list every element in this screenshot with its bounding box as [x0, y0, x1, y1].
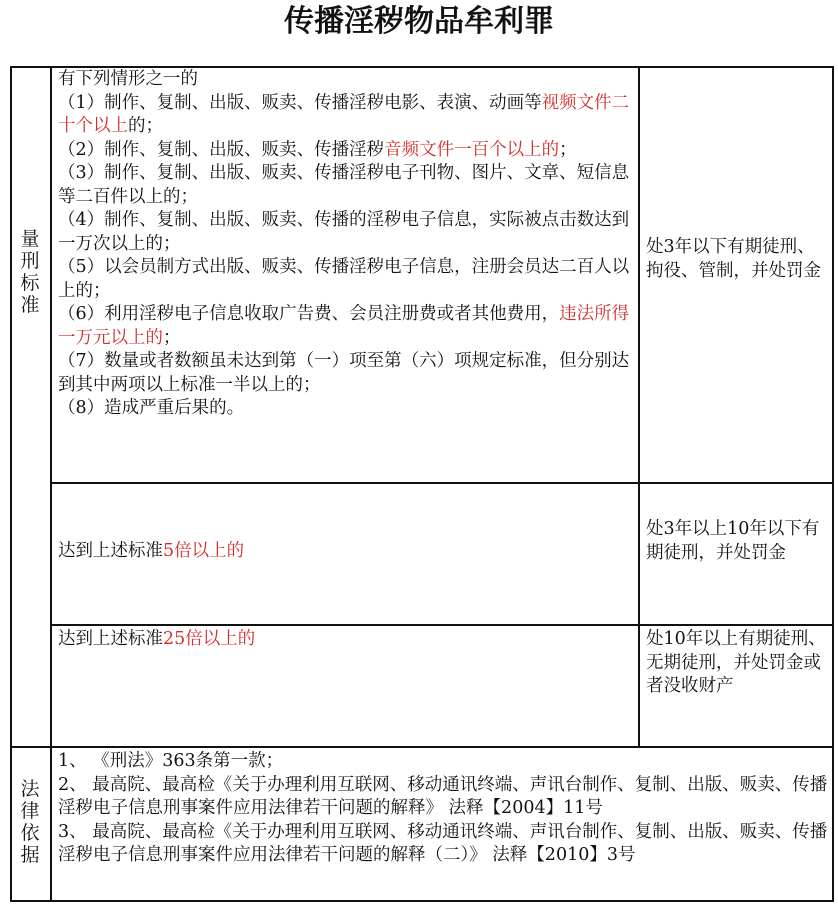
- row-label-sentencing: 量 刑 标 准: [20, 228, 40, 316]
- column-divider-label: [50, 66, 52, 902]
- criteria-intro: 有下列情形之一的: [58, 69, 198, 89]
- criteria-item-8: （8）造成严重后果的。: [58, 398, 245, 418]
- standard-tier-3: 达到上述标准25倍以上的: [58, 629, 256, 649]
- criteria-item-3: （3）制作、复制、出版、贩卖、传播淫秽电子刊物、图片、文章、短信息等二百件以上的；: [58, 163, 630, 207]
- penalty-tier-2: 处3年以上10年以下有期徒刑，并处罚金: [646, 519, 820, 563]
- penalty-tier-1: 处3年以下有期徒刑、拘役、管制，并处罚金: [646, 237, 821, 281]
- penalty-tier-3: 处10年以上有期徒刑、无期徒刑，并处罚金或者没收财产: [646, 629, 826, 696]
- row-divider-3: [10, 746, 834, 748]
- standard-tier-2: 达到上述标准5倍以上的: [58, 541, 245, 561]
- sentencing-criteria: [58, 68, 630, 421]
- row-divider-1: [50, 482, 834, 484]
- legal-basis: [58, 750, 828, 868]
- law-item-2: 2、 最高院、最高检《关于办理利用互联网、移动通讯终端、声讯台制作、复制、出版、贩卖、传播淫秽电子信息刑事案件应用法律若干问题的解释》 法释【2004】11号: [58, 774, 828, 818]
- criteria-item-5: （5）以会员制方式出版、贩卖、传播淫秽电子信息，注册会员达二百人以上的；: [58, 257, 630, 301]
- criteria-item-7: （7）数量或者数额虽未达到第（一）项至第（六）项规定标准，但分别达到其中两项以上标准一半以上的；: [58, 351, 630, 395]
- row-label-law: 法 律 依 据: [20, 778, 40, 866]
- criteria-item-6: （6）利用淫秽电子信息收取广告费、会员注册费或者其他费用，违法所得一万元以上的；: [58, 304, 630, 348]
- row-divider-2: [50, 624, 834, 626]
- law-item-1: 1、 《刑法》363条第一款；: [58, 751, 284, 771]
- criteria-item-1: （1）制作、复制、出版、贩卖、传播淫秽电影、表演、动画等视频文件二十个以上的；: [58, 92, 630, 136]
- law-item-3: 3、 最高院、最高检《关于办理利用互联网、移动通讯终端、声讯台制作、复制、出版、贩卖、传播淫秽电子信息刑事案件应用法律若干问题的解释（二）》 法释【2010】3号: [58, 821, 828, 865]
- page-title: 传播淫秽物品牟利罪: [284, 4, 554, 39]
- criteria-item-2: （2）制作、复制、出版、贩卖、传播淫秽音频文件一百个以上的；: [58, 139, 577, 160]
- column-divider-penalty: [638, 66, 640, 748]
- criteria-item-4: （4）制作、复制、出版、贩卖、传播的淫秽电子信息，实际被点击数达到一万次以上的；: [58, 210, 630, 254]
